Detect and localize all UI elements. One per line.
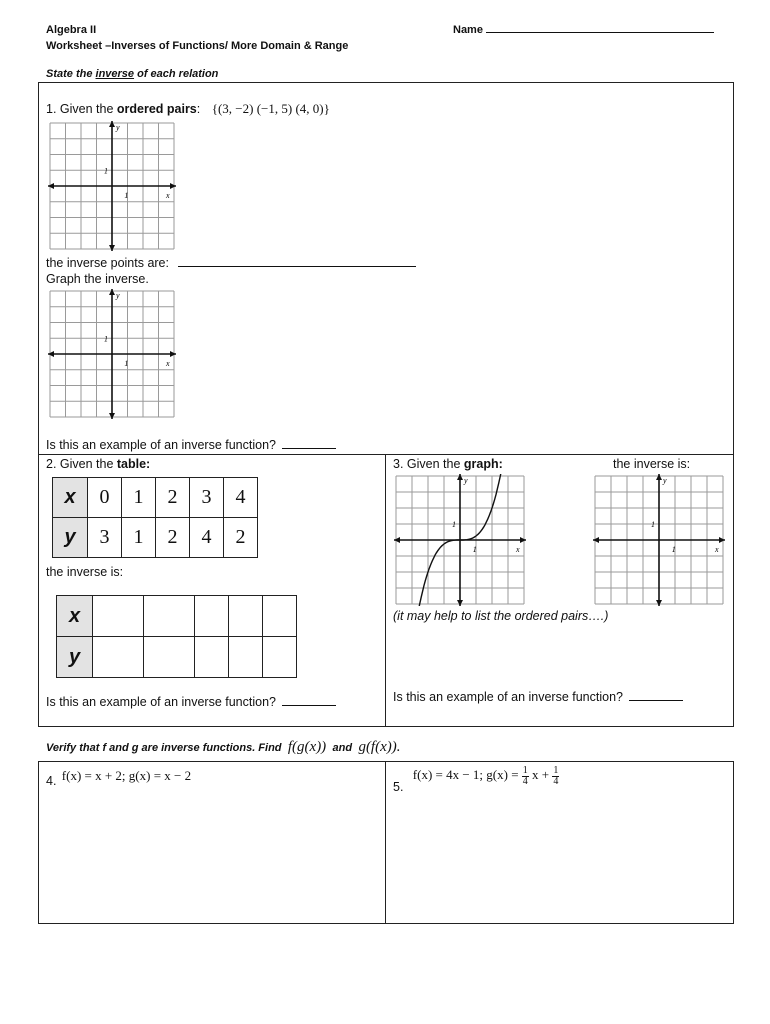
arrow-left-icon bbox=[48, 351, 54, 357]
course-title: Algebra II bbox=[46, 24, 97, 36]
name-blank bbox=[486, 32, 714, 33]
axis-label-y: y bbox=[116, 291, 120, 300]
arrow-down-icon bbox=[457, 600, 463, 606]
arrow-up-icon bbox=[109, 121, 115, 127]
table-row bbox=[57, 596, 297, 637]
arrow-left-icon bbox=[394, 537, 400, 543]
problem-3-prompt: 3. Given the graph: bbox=[393, 457, 503, 471]
blank-table-cell[interactable] bbox=[195, 596, 229, 637]
tick-label-x-one: 1 bbox=[671, 545, 676, 554]
blank-table-cell[interactable] bbox=[93, 637, 144, 678]
blank-table-cell[interactable] bbox=[229, 596, 263, 637]
blank-table-header-x: x bbox=[57, 596, 93, 637]
fraction: $\frac{1}{4}$ bbox=[522, 765, 528, 787]
inverse-points-row: the inverse points are: bbox=[46, 256, 416, 270]
problem-2-question: Is this an example of an inverse function? bbox=[46, 695, 336, 709]
problems-divider bbox=[385, 454, 386, 727]
blank-table-cell[interactable] bbox=[263, 637, 297, 678]
table-cell: 4 bbox=[190, 518, 224, 558]
problems-4-5-divider bbox=[385, 761, 386, 924]
table-cell: 0 bbox=[88, 478, 122, 518]
fraction: $\frac{1}{4}$ bbox=[553, 765, 559, 787]
worksheet-title: Worksheet –Inverses of Functions/ More Domain & Range bbox=[46, 40, 349, 52]
problem-2-prompt: 2. Given the table: bbox=[46, 457, 151, 471]
name-label: Name bbox=[453, 24, 483, 36]
arrow-down-icon bbox=[656, 600, 662, 606]
arrow-left-icon bbox=[48, 183, 54, 189]
table-row bbox=[53, 518, 258, 558]
graph-instruction: Graph the inverse. bbox=[46, 272, 149, 286]
axis-label-x: x bbox=[166, 359, 170, 368]
problem-3-question: Is this an example of an inverse function? bbox=[393, 690, 683, 704]
problem-1-answer-blank[interactable] bbox=[282, 448, 336, 449]
problem-5-prompt bbox=[393, 765, 559, 795]
problem-4-prompt bbox=[46, 768, 192, 788]
tick-label-x-one: 1 bbox=[124, 359, 129, 368]
problems-4-5-box bbox=[38, 761, 734, 924]
blank-table-cell[interactable] bbox=[93, 596, 144, 637]
tick-label-x-one: 1 bbox=[472, 545, 477, 554]
grid-given-graph bbox=[394, 474, 526, 606]
problem-3-answer-blank[interactable] bbox=[629, 700, 683, 701]
table-cell: 1 bbox=[122, 518, 156, 558]
problem-1-question: Is this an example of an inverse function? bbox=[46, 438, 336, 452]
table-row bbox=[57, 637, 297, 678]
blank-table-cell[interactable] bbox=[144, 596, 195, 637]
arrow-right-icon bbox=[719, 537, 725, 543]
tick-label-y-one: 1 bbox=[452, 520, 456, 529]
table-row bbox=[53, 478, 258, 518]
table-cell: 4 bbox=[224, 478, 258, 518]
table-cell: 3 bbox=[190, 478, 224, 518]
arrow-up-icon bbox=[457, 474, 463, 480]
axis-label-y: y bbox=[464, 476, 468, 485]
table-cell: 2 bbox=[156, 518, 190, 558]
arrow-down-icon bbox=[109, 245, 115, 251]
blank-table-cell[interactable] bbox=[144, 637, 195, 678]
arrow-up-icon bbox=[109, 289, 115, 295]
ordered-pairs: {(3, −2) (−1, 5) (4, 0)} bbox=[211, 101, 330, 116]
axis-label-y: y bbox=[116, 123, 120, 132]
table-header-y: y bbox=[53, 518, 88, 558]
problem-3-inverse-label: the inverse is: bbox=[613, 457, 691, 471]
grid-inverse-plot[interactable] bbox=[48, 289, 176, 419]
axis-label-x: x bbox=[516, 545, 520, 554]
gf-expression: g(f(x)). bbox=[358, 739, 401, 755]
arrow-right-icon bbox=[170, 351, 176, 357]
verify-instruction: Verify that f and g are inverse functions. Find f(g(x)) and g(f(x)). bbox=[46, 739, 401, 755]
table-cell: 1 bbox=[122, 478, 156, 518]
name-field[interactable] bbox=[453, 24, 714, 36]
underlined-word: inverse bbox=[95, 68, 135, 80]
blank-table-header-y: y bbox=[57, 637, 93, 678]
problem-2-inverse-label: the inverse is: bbox=[46, 565, 124, 579]
grid-given bbox=[48, 121, 176, 251]
arrow-down-icon bbox=[109, 413, 115, 419]
problem-3-hint: (it may help to list the ordered pairs….) bbox=[393, 609, 609, 623]
axis-label-x: x bbox=[715, 545, 719, 554]
inverse-points-blank[interactable] bbox=[178, 266, 416, 267]
fg-expression: f(g(x)) bbox=[287, 739, 327, 755]
problem-5-equation: f(x) = 4x − 1; g(x) = $\frac{1}{4}$ x + $\frac{1}{4}$ bbox=[412, 765, 559, 787]
grid-inverse-graph[interactable] bbox=[593, 474, 725, 606]
problem-2-answer-blank[interactable] bbox=[282, 705, 336, 706]
arrow-left-icon bbox=[593, 537, 599, 543]
problem-1-prompt: 1. Given the ordered pairs: {(3, −2) (−1, 5) (4, 0)} bbox=[46, 101, 330, 116]
problem-5-number: 5. bbox=[393, 780, 404, 795]
section-instruction: State the inverse of each relation bbox=[46, 68, 219, 80]
table-cell: 2 bbox=[224, 518, 258, 558]
blank-inverse-table bbox=[56, 595, 297, 678]
arrow-right-icon bbox=[520, 537, 526, 543]
blank-table-cell[interactable] bbox=[229, 637, 263, 678]
tick-label-x-one: 1 bbox=[124, 191, 129, 200]
table-header-x: x bbox=[53, 478, 88, 518]
axis-label-x: x bbox=[166, 191, 170, 200]
given-table bbox=[52, 477, 258, 558]
tick-label-y-one: 1 bbox=[104, 166, 108, 176]
axis-label-y: y bbox=[663, 476, 667, 485]
blank-table-cell[interactable] bbox=[263, 596, 297, 637]
arrow-right-icon bbox=[170, 183, 176, 189]
problem-4-equation: f(x) = x + 2; g(x) = x − 2 bbox=[61, 768, 192, 783]
tick-label-y-one: 1 bbox=[104, 334, 108, 344]
problem-4-number: 4. bbox=[46, 774, 57, 788]
blank-table-cell[interactable] bbox=[195, 637, 229, 678]
arrow-up-icon bbox=[656, 474, 662, 480]
table-cell: 2 bbox=[156, 478, 190, 518]
table-cell: 3 bbox=[88, 518, 122, 558]
tick-label-y-one: 1 bbox=[651, 520, 655, 529]
